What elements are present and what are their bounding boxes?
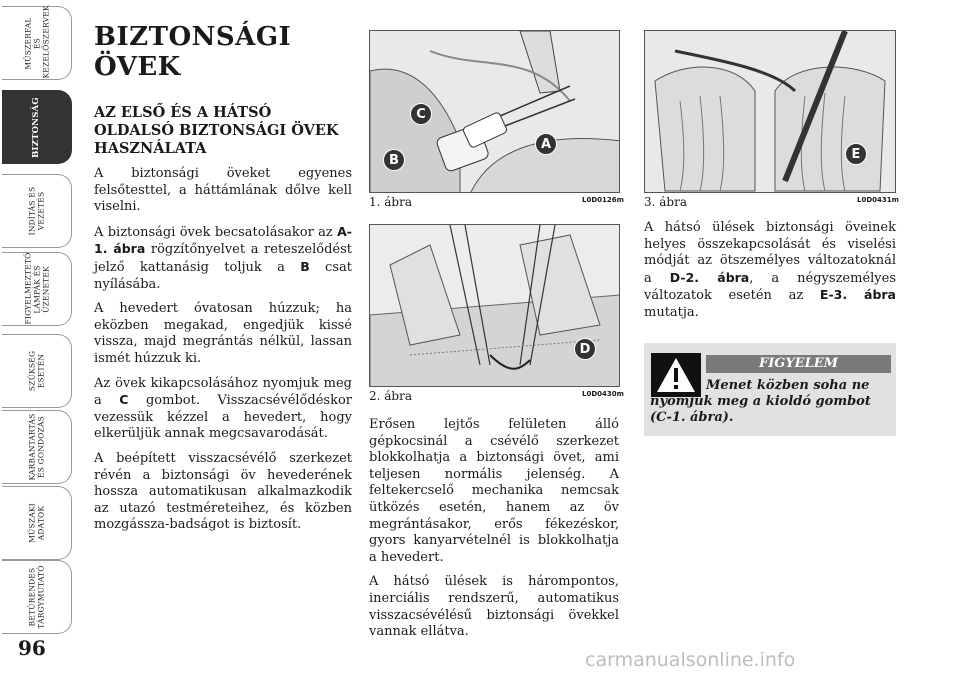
figure-3-caption: 3. ábra	[644, 195, 687, 209]
paragraph: A hevedert óvatosan húzzuk; ha eközben megakad, engedjük kissé vissza, majd megrántás nélkül, lassan ismét húzzuk ki.	[94, 301, 352, 366]
rear-seat-4-illustration	[645, 31, 896, 193]
figure-1-code: L0D0126m	[582, 196, 624, 204]
column-3	[644, 220, 896, 322]
paragraph: Az övek kikapcsolásához nyomjuk meg a C gombot. Visszacsévélődéskor vezessük kézzel a hevedert, hogy elkerüljük annak megcsavarodását.	[94, 375, 352, 442]
tab-inditas[interactable]	[2, 174, 72, 248]
tab-karbantartas[interactable]	[2, 410, 72, 484]
tab-label: BETŰRENDES TÁRGYMUTATÓ	[27, 565, 46, 629]
paragraph: A biztonsági öveket egyenes felsőtesttel, a háttámlának dőlve kell viselni.	[94, 166, 352, 215]
tab-muszerfal[interactable]	[2, 6, 72, 80]
callout-e: E	[845, 143, 867, 165]
rear-seat-illustration	[370, 225, 620, 387]
tab-biztonsag[interactable]	[2, 90, 72, 164]
warning-text: Menet közben soha ne nyomjuk meg a kioldó gombot (C-1. ábra).	[650, 378, 871, 425]
figure-1-buckle	[369, 30, 620, 193]
tab-betu[interactable]	[2, 560, 72, 634]
column-1	[94, 22, 352, 534]
figure-2-code: L0D0430m	[582, 390, 624, 398]
paragraph: A biztonsági övek becsatolásakor az A-1. ábra rögzítőnyelvet a reteszelődést jelző kattanásig toljuk a B csat nyílásába.	[94, 223, 352, 292]
tab-figyelmezteto[interactable]	[2, 252, 72, 326]
paragraph: A beépített visszacsévélő szerkezet révén a biztonsági öv hevederének hossza automatikusan alkalmazkodik az utazó testméreteihez, és közben mozgássza-badságot is biztosít.	[94, 450, 352, 533]
callout-b: B	[383, 149, 405, 171]
figure-3-rear-belts-4seat	[644, 30, 896, 193]
column-2	[369, 417, 619, 641]
tab-label: MŰSZERFAL ÉS KEZELŐSZERVEK	[23, 4, 50, 78]
watermark: carmanualsonline.info	[585, 649, 796, 671]
tab-label: MŰSZAKI ADATOK	[27, 503, 46, 543]
warning-header: FIGYELEM	[706, 355, 891, 373]
warning-box	[644, 343, 896, 436]
tab-label: KARBANTARTÁS ÉS GONDOZÁS	[27, 413, 46, 481]
paragraph: A hátsó ülések biztonsági öveinek helyes összekapcsolását és viselési módját az ötszemélyes változatoknál a D-2. ábra, a négyszemélyes változatok esetén az E-3. ábra mutatja.	[644, 220, 897, 320]
chapter-sidebar	[0, 0, 76, 640]
callout-c: C	[410, 103, 432, 125]
figure-1-caption: 1. ábra	[369, 195, 412, 209]
figure-3-code: L0D0431m	[857, 196, 899, 204]
tab-szukseg[interactable]	[2, 334, 72, 408]
buckle-illustration	[370, 31, 620, 193]
paragraph: Erősen lejtős felületen álló gépkocsinál a csévélő szerkezet blokkolhatja a biztonsági övet, ami teljesen normális jelenség. A feltekercselő mechanika nemcsak ütközés esetén, hanem az öv megrántásakor, erős fékezéskor, gyors kanyarvételnél is blokkolhatja a hevedert.	[369, 417, 619, 565]
tab-label: SZÜKSÉG ESETÉN	[27, 350, 46, 392]
section-subtitle: AZ ELSŐ ÉS A HÁTSÓ OLDALSÓ BIZTONSÁGI ÖVEK HASZNÁLATA	[94, 104, 339, 157]
figure-2-caption: 2. ábra	[369, 389, 412, 403]
callout-a: A	[535, 133, 557, 155]
tab-label: INDÍTÁS ÉS VEZETÉS	[27, 186, 46, 236]
page-title: BIZTONSÁGI ÖVEK	[94, 22, 292, 82]
tab-muszaki[interactable]	[2, 486, 72, 560]
tab-label: BIZTONSÁG	[31, 96, 41, 158]
tab-label: FIGYELMEZTETŐ LÁMPÁK ÉS ÜZENETEK	[23, 251, 50, 324]
page-number: 96	[18, 636, 46, 660]
callout-d: D	[574, 338, 596, 360]
figure-2-rear-belts	[369, 224, 620, 387]
paragraph: A hátsó ülések is hárompontos, inerciális rendszerű, automatikus visszacsévélésű biztonsági övekkel vannak ellátva.	[369, 574, 619, 640]
